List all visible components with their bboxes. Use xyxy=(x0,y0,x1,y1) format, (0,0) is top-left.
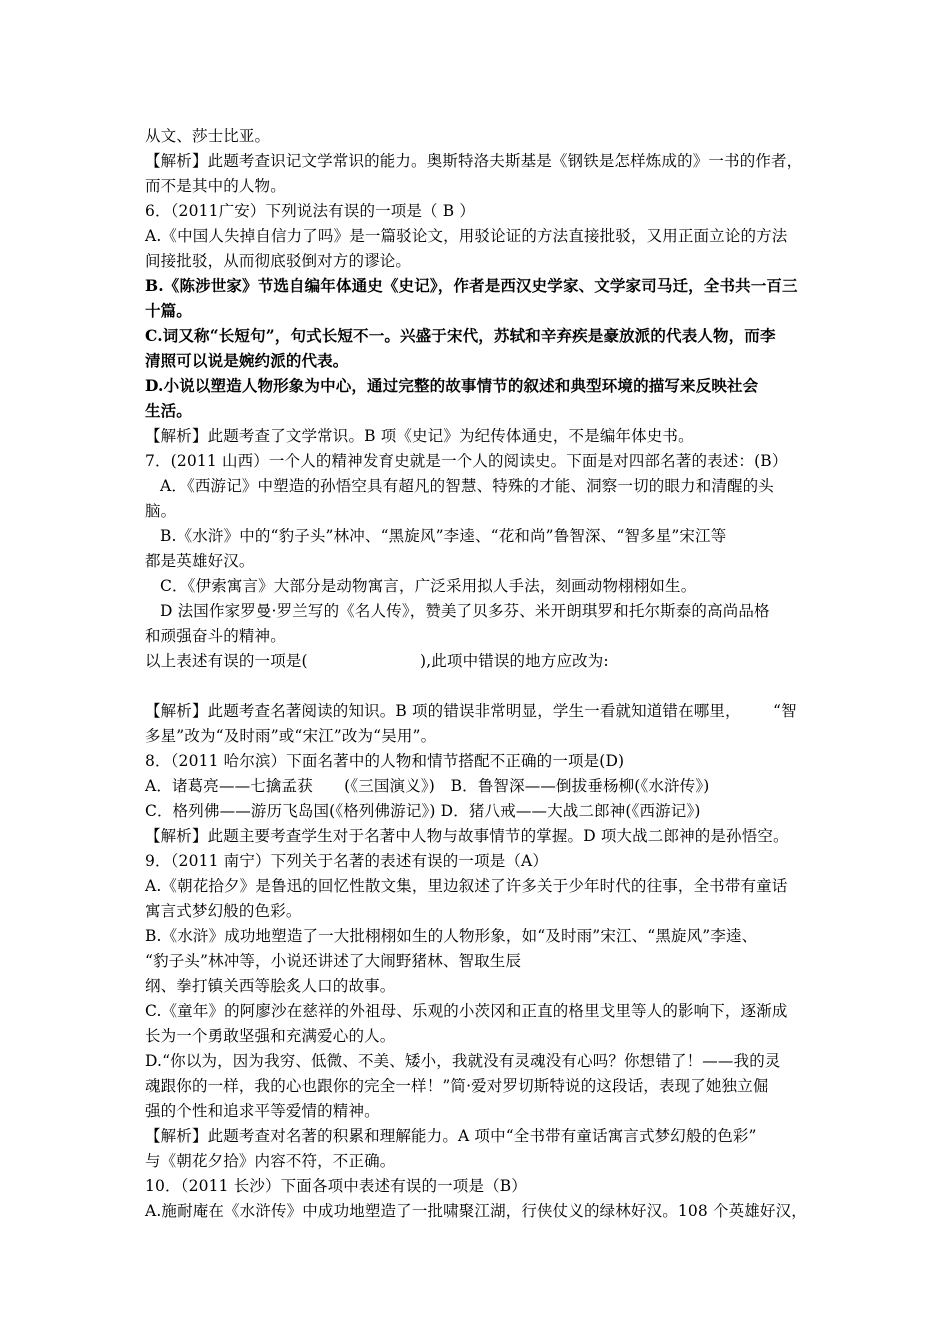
text-line: 都是英雄好汉。 xyxy=(145,552,255,570)
text-line: 【解析】此题考查名著阅读的知识。B 项的错误非常明显，学生一看就知道错在哪里， xyxy=(145,702,741,720)
text-line: D 法国作家罗曼·罗兰写的《名人传》，赞美了贝多芬、米开朗琪罗和托尔斯泰的高尚品格 xyxy=(160,602,770,620)
text-line: C.《童年》的阿廖沙在慈祥的外祖母、乐观的小茨冈和正直的格里戈里等人的影响下，逐渐成 xyxy=(145,1002,788,1020)
answer-blank-suffix: ),此项中错误的地方应改为: xyxy=(420,652,609,670)
text-line: A.《中国人失掉自信力了吗》是一篇驳论文，用驳论证的方法直接批驳，又用正面立论的方法 xyxy=(145,227,788,245)
text-line-bold: 清照可以说是婉约派的代表。 xyxy=(145,351,349,370)
text-line: 寓言式梦幻般的色彩。 xyxy=(145,902,302,920)
text-line: A．诸葛亮——七擒孟获 (《三国演义》) B．鲁智深——倒拔垂杨柳(《水浒传》) xyxy=(145,777,710,795)
text-line: “智 xyxy=(773,702,797,720)
text-line: 而不是其中的人物。 xyxy=(145,177,286,195)
text-line: 间接批驳，从而彻底驳倒对方的谬论。 xyxy=(145,252,412,270)
question-8: 8．（2011 哈尔滨）下面名著中的人物和情节搭配不正确的一项是(D) xyxy=(145,752,625,770)
question-9: 9．（2011 南宁）下列关于名著的表述有误的一项是（A） xyxy=(145,852,549,870)
text-line: A.《朝花拾夕》是鲁迅的回忆性散文集，里边叙述了许多关于少年时代的往事，全书带有童话 xyxy=(145,877,788,895)
text-line: B.《水浒》中的“豹子头”林冲、“黑旋风”李逵、“花和尚”鲁智深、“智多星”宋江等 xyxy=(160,527,727,545)
text-line-bold: B.《陈涉世家》节选自编年体通史《史记》，作者是西汉史学家、文学家司马迁，全书共一百三 xyxy=(145,276,798,295)
text-line: 以上表述有误的一项是( xyxy=(145,652,308,670)
text-line: 多星”改为“及时雨”或“宋江”改为“吴用”。 xyxy=(145,727,437,745)
question-7: 7．(2011 山西）一个人的精神发育史就是一个人的阅读史。下面是对四部名著的表述：(B） xyxy=(145,452,788,470)
text-line: A．《西游记》中塑造的孙悟空具有超凡的智慧、特殊的才能、洞察一切的眼力和清醒的头 xyxy=(160,477,774,495)
text-line-bold: C.词又称“长短句”，句式长短不一。兴盛于宋代，苏轼和辛弃疾是豪放派的代表人物，而李 xyxy=(145,326,776,345)
text-line: D.“你以为，因为我穷、低微、不美、矮小，我就没有灵魂没有心吗？你想错了！——我的灵 xyxy=(145,1052,781,1070)
text-line: 从文、莎士比亚。 xyxy=(145,127,271,145)
text-line: “豹子头”林冲等，小说还讲述了大闹野猪林、智取生辰 xyxy=(145,952,522,970)
text-line: 和顽强奋斗的精神。 xyxy=(145,627,286,645)
text-line: 【解析】此题考查识记文学常识的能力。奥斯特洛夫斯基是《钢铁是怎样炼成的》一书的作者， xyxy=(145,152,803,170)
text-line: A.施耐庵在《水浒传》中成功地塑造了一批啸聚江湖，行侠仗义的绿林好汉。108 个英雄好汉， xyxy=(145,1202,807,1220)
text-line: 魂跟你的一样，我的心也跟你的完全一样！”简·爱对罗切斯特说的这段话，表现了她独立倔 xyxy=(145,1077,769,1095)
text-line-bold: D.小说以塑造人物形象为中心，通过完整的故事情节的叙述和典型环境的描写来反映社会 xyxy=(145,376,759,395)
text-line: 与《朝花夕拾》内容不符，不正确。 xyxy=(145,1152,396,1170)
text-line: C．《伊索寓言》大部分是动物寓言，广泛采用拟人手法，刻画动物栩栩如生。 xyxy=(160,577,697,595)
text-line: 脑。 xyxy=(145,502,177,520)
text-line: 【解析】此题主要考查学生对于名著中人物与故事情节的掌握。D 项大战二郎神的是孙悟空。 xyxy=(145,827,789,845)
text-line: 强的个性和追求平等爱情的精神。 xyxy=(145,1102,380,1120)
text-line: C．格列佛——游历飞岛国(《格列佛游记》) D．猪八戒——大战二郎神(《西游记》) xyxy=(145,802,701,820)
question-10: 10．（2011 长沙）下面各项中表述有误的一项是（B） xyxy=(145,1177,527,1195)
question-6: 6．（2011广安）下列说法有误的一项是（ B ） xyxy=(145,202,476,220)
text-line: 【解析】此题考查对名著的积累和理解能力。A 项中“全书带有童话寓言式梦幻般的色彩” xyxy=(145,1127,757,1145)
text-line: 纲、拳打镇关西等脍炙人口的故事。 xyxy=(145,977,396,995)
text-line: 长为一个勇敢坚强和充满爱心的人。 xyxy=(145,1027,396,1045)
text-line: 【解析】此题考查了文学常识。B 项《史记》为纪传体通史，不是编年体史书。 xyxy=(145,427,694,445)
text-line-bold: 十篇。 xyxy=(145,301,192,320)
text-line-bold: 生活。 xyxy=(145,401,192,420)
text-line: B.《水浒》成功地塑造了一大批栩栩如生的人物形象，如“及时雨”宋江、“黑旋风”李逵、 xyxy=(145,927,758,945)
